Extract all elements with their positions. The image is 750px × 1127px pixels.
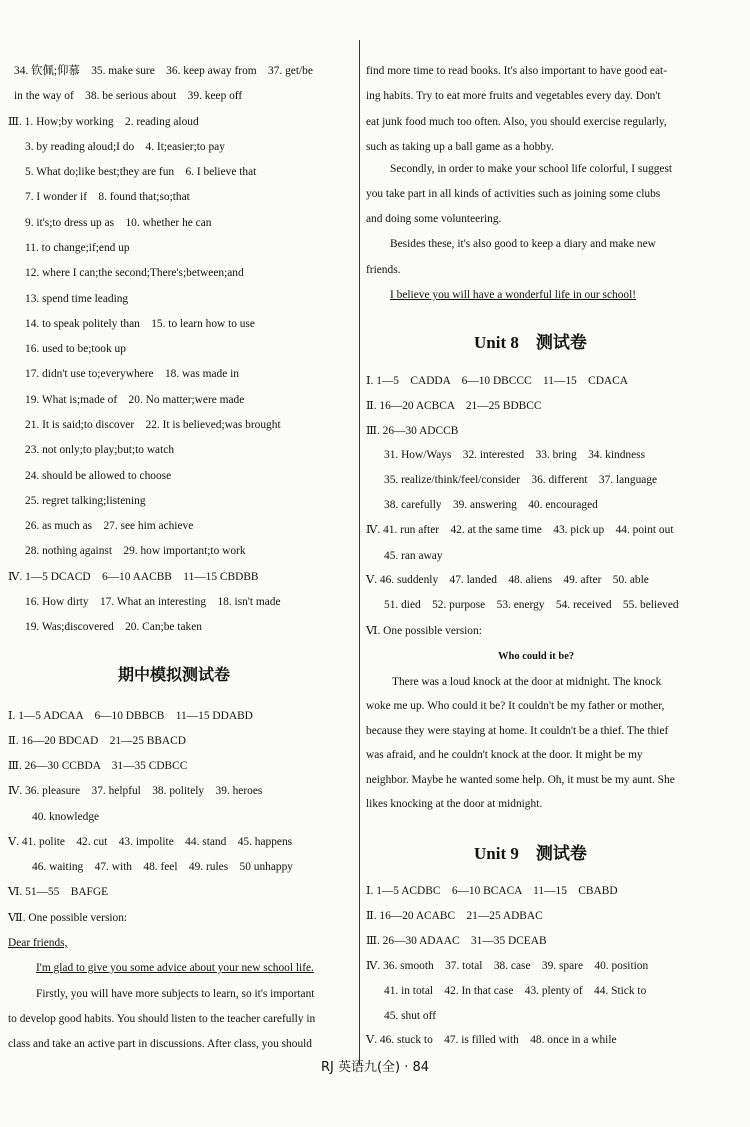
answer-line: Ⅲ. 26—30 ADCCB xyxy=(366,425,459,437)
answer-line: Ⅰ. 1—5 CADDA 6—10 DBCCC 11—15 CDACA xyxy=(366,375,628,387)
answer-line: 13. spend time leading xyxy=(25,293,129,305)
section-title-midterm: 期中模拟测试卷 xyxy=(118,665,231,684)
answer-line: 25. regret talking;listening xyxy=(25,495,146,507)
answer-line: Ⅰ. 1—5 ADCAA 6—10 DBBCB 11—15 DDABD xyxy=(8,710,253,722)
page-footer: RJ 英语九(全) · 84 xyxy=(320,1060,430,1075)
story-line: because they were staying at home. It couldn't be a thief. The thief xyxy=(366,725,669,737)
answer-line: Ⅶ. One possible version: xyxy=(8,912,128,924)
answer-line: 5. What do;like best;they are fun 6. I believe that xyxy=(25,166,257,178)
answer-line: Ⅳ. 36. smooth 37. total 38. case 39. spare 40. position xyxy=(366,960,649,972)
section-title-unit8: Unit 8 测试卷 xyxy=(474,333,587,352)
answer-line: Ⅰ. 1—5 ACDBC 6—10 BCACA 11—15 CBABD xyxy=(366,885,618,897)
letter-greeting: Dear friends, xyxy=(8,937,68,949)
letter-line: Firstly, you will have more subjects to learn, so it's important xyxy=(36,988,315,1000)
story-line: neighbor. Maybe he wanted some help. Oh, it must be my aunt. She xyxy=(366,774,675,786)
letter-line: Secondly, in order to make your school life colorful, I suggest xyxy=(390,163,673,175)
answer-line: 19. What is;made of 20. No matter;were made xyxy=(25,394,245,406)
story-line: woke me up. Who could it be? It couldn't be my father or mother, xyxy=(366,700,665,712)
answer-line: 11. to change;if;end up xyxy=(25,242,130,254)
story-title: Who could it be? xyxy=(498,651,575,662)
answer-line: Ⅱ. 16—20 ACABC 21—25 ADBAC xyxy=(366,910,543,922)
answer-line: Ⅱ. 16—20 ACBCA 21—25 BDBCC xyxy=(366,400,542,412)
answer-line: 34. 钦佩;仰慕 35. make sure 36. keep away from 37. get/be xyxy=(14,65,313,77)
answer-line: 45. ran away xyxy=(384,550,443,562)
letter-closing: I believe you will have a wonderful life in our school! xyxy=(390,289,637,301)
letter-line: eat junk food much too often. Also, you should exercise regularly, xyxy=(366,116,667,128)
answer-line: 21. It is said;to discover 22. It is believed;was brought xyxy=(25,419,281,431)
answer-line: 46. waiting 47. with 48. feel 49. rules 50 unhappy xyxy=(32,861,294,873)
answer-line: 41. in total 42. In that case 43. plenty of 44. Stick to xyxy=(384,985,647,997)
answer-line: 16. used to be;took up xyxy=(25,343,126,355)
answer-line: Ⅳ. 36. pleasure 37. helpful 38. politely 39. heroes xyxy=(8,785,263,797)
story-line: There was a loud knock at the door at midnight. The knock xyxy=(392,676,662,688)
answer-line: 26. as much as 27. see him achieve xyxy=(25,520,194,532)
answer-line: Ⅱ. 16—20 BDCAD 21—25 BBACD xyxy=(8,735,186,747)
answer-line: 35. realize/think/feel/consider 36. different 37. language xyxy=(384,474,658,486)
answer-line: Ⅴ. 46. stuck to 47. is filled with 48. once in a while xyxy=(366,1034,617,1046)
letter-line: find more time to read books. It's also important to have good eat- xyxy=(366,65,667,77)
column-divider xyxy=(359,40,360,1065)
answer-line: 45. shut off xyxy=(384,1010,436,1022)
letter-line: such as taking up a ball game as a hobby. xyxy=(366,141,554,153)
letter-line: Besides these, it's also good to keep a diary and make new xyxy=(390,238,656,250)
answer-line: 51. died 52. purpose 53. energy 54. received 55. believed xyxy=(384,599,679,611)
letter-line: friends. xyxy=(366,264,401,276)
answer-line: Ⅳ. 1—5 DCACD 6—10 AACBB 11—15 CBDBB xyxy=(8,571,259,583)
answer-line: 9. it's;to dress up as 10. whether he can xyxy=(25,217,212,229)
answer-line: 19. Was;discovered 20. Can;be taken xyxy=(25,621,202,633)
letter-line: class and take an active part in discussions. After class, you should xyxy=(8,1038,312,1050)
answer-line: 23. not only;to play;but;to watch xyxy=(25,444,175,456)
answer-line: Ⅲ. 1. How;by working 2. reading aloud xyxy=(8,116,199,128)
story-line: likes knocking at the door at midnight. xyxy=(366,798,543,810)
answer-line: 38. carefully 39. answering 40. encouraged xyxy=(384,499,598,511)
letter-line: ing habits. Try to eat more fruits and vegetables every day. Don't xyxy=(366,90,661,102)
answer-line: Ⅴ. 46. suddenly 47. landed 48. aliens 49. after 50. able xyxy=(366,574,649,586)
letter-line: and doing some volunteering. xyxy=(366,213,502,225)
story-line: was afraid, and he couldn't knock at the door. It might be my xyxy=(366,749,643,761)
answer-line: 12. where I can;the second;There's;between;and xyxy=(25,267,244,279)
section-title-unit9: Unit 9 测试卷 xyxy=(474,844,587,863)
answer-line: Ⅲ. 26—30 ADAAC 31—35 DCEAB xyxy=(366,935,547,947)
letter-line: to develop good habits. You should listen to the teacher carefully in xyxy=(8,1013,316,1025)
answer-line: Ⅲ. 26—30 CCBDA 31—35 CDBCC xyxy=(8,760,188,772)
answer-line: Ⅵ. One possible version: xyxy=(366,625,482,637)
answer-line: Ⅳ. 41. run after 42. at the same time 43. pick up 44. point out xyxy=(366,524,674,536)
letter-line: I'm glad to give you some advice about your new school life. xyxy=(36,962,314,974)
answer-line: 40. knowledge xyxy=(32,811,100,823)
answer-line: 17. didn't use to;everywhere 18. was made in xyxy=(25,368,239,380)
answer-line: 3. by reading aloud;I do 4. It;easier;to pay xyxy=(25,141,225,153)
answer-line: in the way of 38. be serious about 39. keep off xyxy=(14,90,243,102)
answer-line: 14. to speak politely than 15. to learn how to use xyxy=(25,318,255,330)
answer-line: 31. How/Ways 32. interested 33. bring 34. kindness xyxy=(384,449,646,461)
letter-line: you take part in all kinds of activities such as joining some clubs xyxy=(366,188,661,200)
answer-line: Ⅴ. 41. polite 42. cut 43. impolite 44. stand 45. happens xyxy=(8,836,293,848)
answer-line: 7. I wonder if 8. found that;so;that xyxy=(25,191,190,203)
answer-line: 16. How dirty 17. What an interesting 18. isn't made xyxy=(25,596,281,608)
answer-line: Ⅵ. 51—55 BAFGE xyxy=(8,886,109,898)
answer-line: 24. should be allowed to choose xyxy=(25,470,172,482)
answer-line: 28. nothing against 29. how important;to work xyxy=(25,545,246,557)
